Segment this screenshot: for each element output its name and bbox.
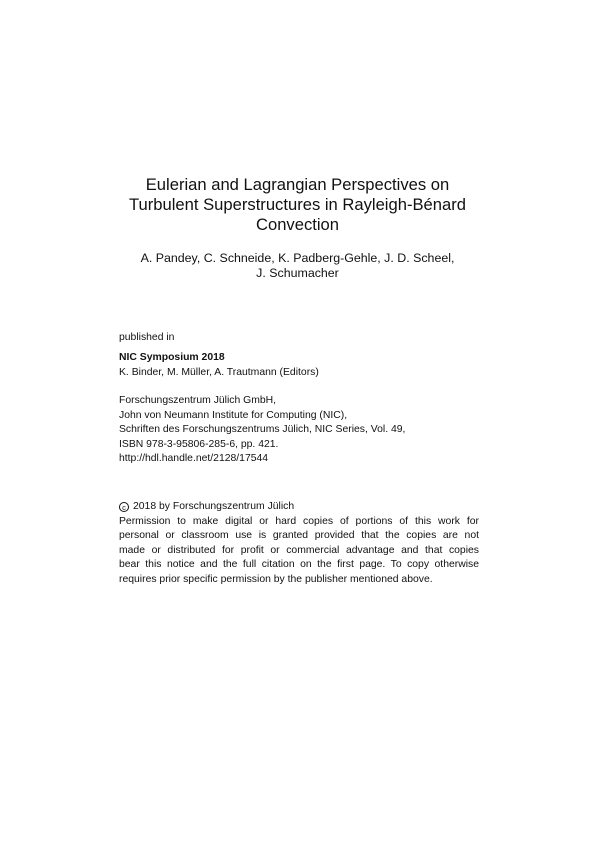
permission-line-3: made or distributed for profit or commercial advantage and that copies xyxy=(119,544,479,556)
publisher-info xyxy=(119,394,479,467)
permission-line-5: requires prior specific permission by the publisher mentioned above. xyxy=(119,573,433,585)
copyright-icon: c xyxy=(119,502,129,512)
copyright-holder-line xyxy=(119,500,479,515)
published-in-text: published in xyxy=(119,332,175,343)
title-line-1: Eulerian and Lagrangian Perspectives on xyxy=(145,175,450,194)
title-line-3: Convection xyxy=(255,215,340,234)
handle-link[interactable]: http://hdl.handle.net/2128/17544 xyxy=(119,453,269,465)
title-line-2: Turbulent Superstructures in Rayleigh-Bénard xyxy=(129,195,466,214)
symposium-info xyxy=(119,351,479,380)
authors-line-1: A. Pandey, C. Schneide, K. Padberg-Gehle, J. D. Scheel, xyxy=(140,251,455,265)
published-in-label xyxy=(119,331,479,346)
publisher-line-1: Forschungszentrum Jülich GmbH, xyxy=(119,395,277,406)
copyright-holder: 2018 by Forschungszentrum Jülich xyxy=(133,501,295,512)
authors-line-2: J. Schumacher xyxy=(256,266,339,280)
copyright-notice xyxy=(119,500,479,588)
publisher-line-3: Schriften des Forschungszentrums Jülich, NIC Series, Vol. 49, xyxy=(119,424,406,436)
permission-line-2: personal or classroom use is granted provided that the copies are not xyxy=(119,530,479,542)
paper-title xyxy=(90,175,505,235)
publisher-line-4: ISBN 978-3-95806-285-6, pp. 421. xyxy=(119,438,279,450)
symposium-name: NIC Symposium 2018 xyxy=(119,352,225,363)
symposium-editors: K. Binder, M. Müller, A. Trautmann (Editors) xyxy=(119,366,319,378)
author-list xyxy=(90,251,505,281)
permission-line-4: bear this notice and the full citation on the first page. To copy otherwise xyxy=(119,559,479,571)
publisher-line-2: John von Neumann Institute for Computing (NIC), xyxy=(119,409,348,421)
permission-line-1: Permission to make digital or hard copies of portions of this work for xyxy=(119,515,479,527)
